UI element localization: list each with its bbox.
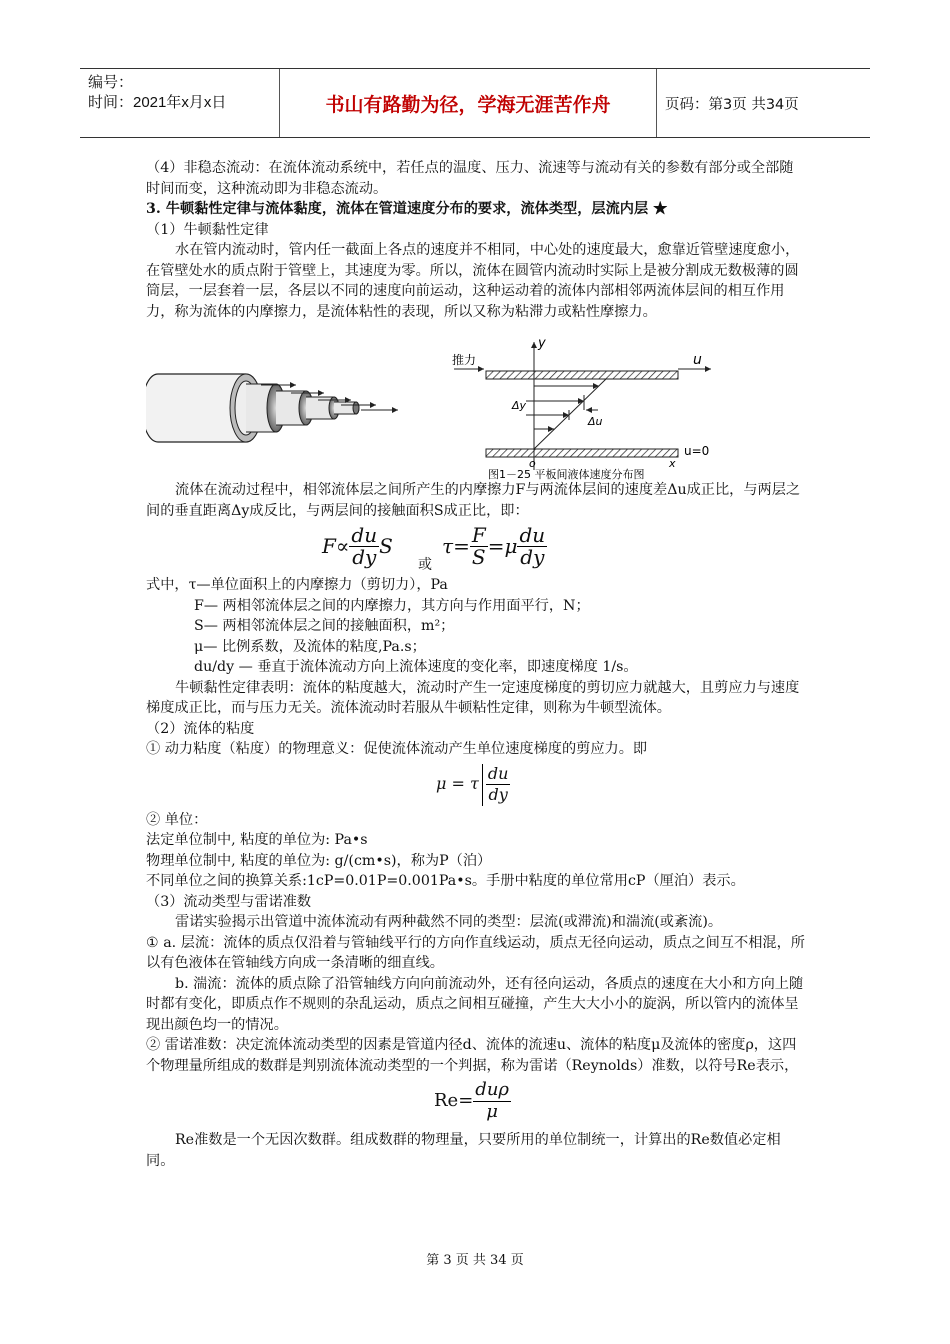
label-x-axis: x	[669, 457, 676, 470]
label-delta-u: Δu	[588, 415, 603, 428]
page-header	[80, 68, 870, 138]
section-3-title: 3. 牛顿黏性定律与流体黏度，流体在管道速度分布的要求，流体类型，层流内层 ★	[146, 201, 668, 217]
subsection-2-title: （2）流体的粘度	[146, 720, 255, 737]
definition-tau: 式中，τ—单位面积上的内摩擦力（剪切力），Pa	[146, 577, 448, 593]
figure-svg	[146, 322, 806, 480]
date-label: 时间：2021年x月x日	[88, 94, 227, 111]
paragraph-unit: ② 单位：	[146, 811, 208, 828]
formula-mu-eq: =μ	[487, 533, 518, 558]
code-label: 编号：	[88, 74, 134, 91]
formula-newton	[146, 521, 806, 575]
label-u: u	[693, 352, 702, 368]
label-u-zero: u=0	[684, 444, 710, 458]
paragraph-laminar: ① a. 层流：流体的质点仅沿着与管轴线平行的方向作直线运动，质点无径向运动，质点之间互不相混，所以有色液体在管轴线方向成一条清晰的细直线。	[146, 934, 805, 971]
subsection-3-title: （3）流动类型与雷诺准数	[146, 893, 312, 910]
paragraph-cgs-unit: 物理单位制中, 粘度的单位为: g/(cm•s)，称为P（泊）	[146, 852, 492, 869]
paragraph-turbulent: b. 湍流：流体的质点除了沿管轴线方向向前流动外，还有径向运动，各质点的速度在大小和方向上随时都有变化，即质点作不规则的杂乱运动，质点之间相互碰撞，产生大大小小的旋涡，所以管内的流体呈现出颜色均一的情况。	[146, 975, 804, 1033]
formula-du-2: du	[519, 523, 546, 547]
formula-tau-eq: τ=	[442, 533, 470, 558]
paragraph-newton-law: 牛顿黏性定律表明：流体的粘度越大，流动时产生一定速度梯度的剪切应力就越大，且剪应力与速度梯度成正比，而与压力无关。流体流动时若服从牛顿粘性定律，则称为牛顿型流体。	[146, 679, 800, 716]
paragraph-conversion: 不同单位之间的换算关系:1cP=0.01P=0.001Pa•s。手册中粘度的单位常用cP（厘泊）表示。	[146, 873, 745, 889]
paragraph-friction-force: 流体在流动过程中，相邻流体层之间所产生的内摩擦力F与两流体层间的速度差Δu成正比，与两层之间的垂直距离Δy成反比，与两层间的接触面积S成正比，即：	[146, 482, 801, 519]
label-push: 推力	[452, 353, 477, 367]
header-motto: 书山有路勤为径，学海无涯苦作舟	[280, 69, 657, 137]
label-y-axis: y	[538, 336, 546, 351]
formula-reynolds	[146, 1076, 806, 1130]
formula-viscosity	[146, 760, 806, 810]
figure-velocity	[146, 322, 806, 480]
paragraph-unsteady: （4）非稳态流动：在流体流动系统中，若任点的温度、压力、流速等与流动有关的参数有部分或全部随时间而变，这种流动即为非稳态流动。	[146, 160, 794, 197]
formula-du: du	[351, 523, 378, 547]
label-delta-y: Δy	[512, 399, 527, 412]
header-page-info: 页码：第3页 共34页	[665, 96, 799, 113]
paragraph-reynolds-number: ② 雷诺准数：决定流体流动类型的因素是管道内径d、流体的流速u、流体的粘度μ及流体的密度ρ，这四个物理量所组成的数群是判别流体流动类型的一个判据，称为雷诺（Reynolds）准数，以符号Re表示，	[146, 1037, 799, 1074]
definition-F: F— 两相邻流体层之间的内摩擦力，其方向与作用面平行，N；	[194, 597, 590, 614]
paragraph-re-dimensionless: Re准数是一个无因次数群。组成数群的物理量，只要所用的单位制统一，计算出的Re数值必定相同。	[146, 1132, 781, 1169]
formula-or: 或	[418, 557, 432, 573]
paragraph-water: 水在管内流动时，管内任一截面上各点的速度并不相同，中心处的速度最大，愈靠近管壁速度愈小，在管壁处水的质点附于管壁上，其速度为零。所以，流体在圆管内流动时实际上是被分割成无数极薄的圆筒层，一层套着一层，各层以不同的速度向前运动，这种运动着的流体内部相邻两流体层间的相互作用力，称为流体的内摩擦力，是流体粘性的表现，所以又称为粘滞力或粘性摩擦力。	[146, 242, 800, 320]
formula-re-lhs: Re=	[434, 1089, 474, 1111]
paragraph-viscosity-meaning: ① 动力粘度（粘度）的物理意义：促使流体流动产生单位速度梯度的剪应力。即	[146, 741, 648, 757]
header-meta	[80, 69, 280, 137]
subsection-1-title: （1）牛顿黏性定律	[146, 221, 269, 238]
definition-S: S— 两相邻流体层之间的接触面积，m²；	[194, 618, 455, 634]
formula-dy: dy	[352, 544, 377, 569]
paragraph-reynolds-exp: 雷诺实验揭示出管道中流体流动有两种截然不同的类型：层流(或滞流)和湍流(或紊流)。	[175, 914, 723, 930]
formula-v-dy: dy	[488, 785, 508, 804]
formula-v-du: du	[486, 764, 511, 786]
label-origin: o	[529, 457, 536, 470]
definition-dudy: du/dy — 垂直于流体流动方向上流体速度的变化率，即速度梯度 1/s。	[194, 659, 638, 675]
formula-dy-2: dy	[520, 544, 545, 569]
formula-mu-tau: μ = τ	[436, 774, 479, 794]
figure-caption: 图1－25 平板间液体速度分布图	[488, 468, 645, 480]
formula-F: F	[471, 523, 486, 547]
page-body	[146, 158, 806, 1171]
formula-S-den: S	[471, 544, 486, 569]
tube-drawing	[146, 374, 398, 442]
formula-re-num: duρ	[475, 1079, 509, 1100]
plate-diagram	[454, 342, 711, 470]
formula-F-prop: F∝	[322, 533, 350, 558]
formula-S: S	[379, 533, 393, 558]
paragraph-si-unit: 法定单位制中, 粘度的单位为: Pa•s	[146, 832, 368, 848]
page-footer: 第 3 页 共 34 页	[426, 1253, 524, 1268]
definition-mu: μ— 比例系数，及流体的粘度,Pa.s；	[194, 638, 426, 655]
formula-re-den: μ	[486, 1100, 498, 1122]
